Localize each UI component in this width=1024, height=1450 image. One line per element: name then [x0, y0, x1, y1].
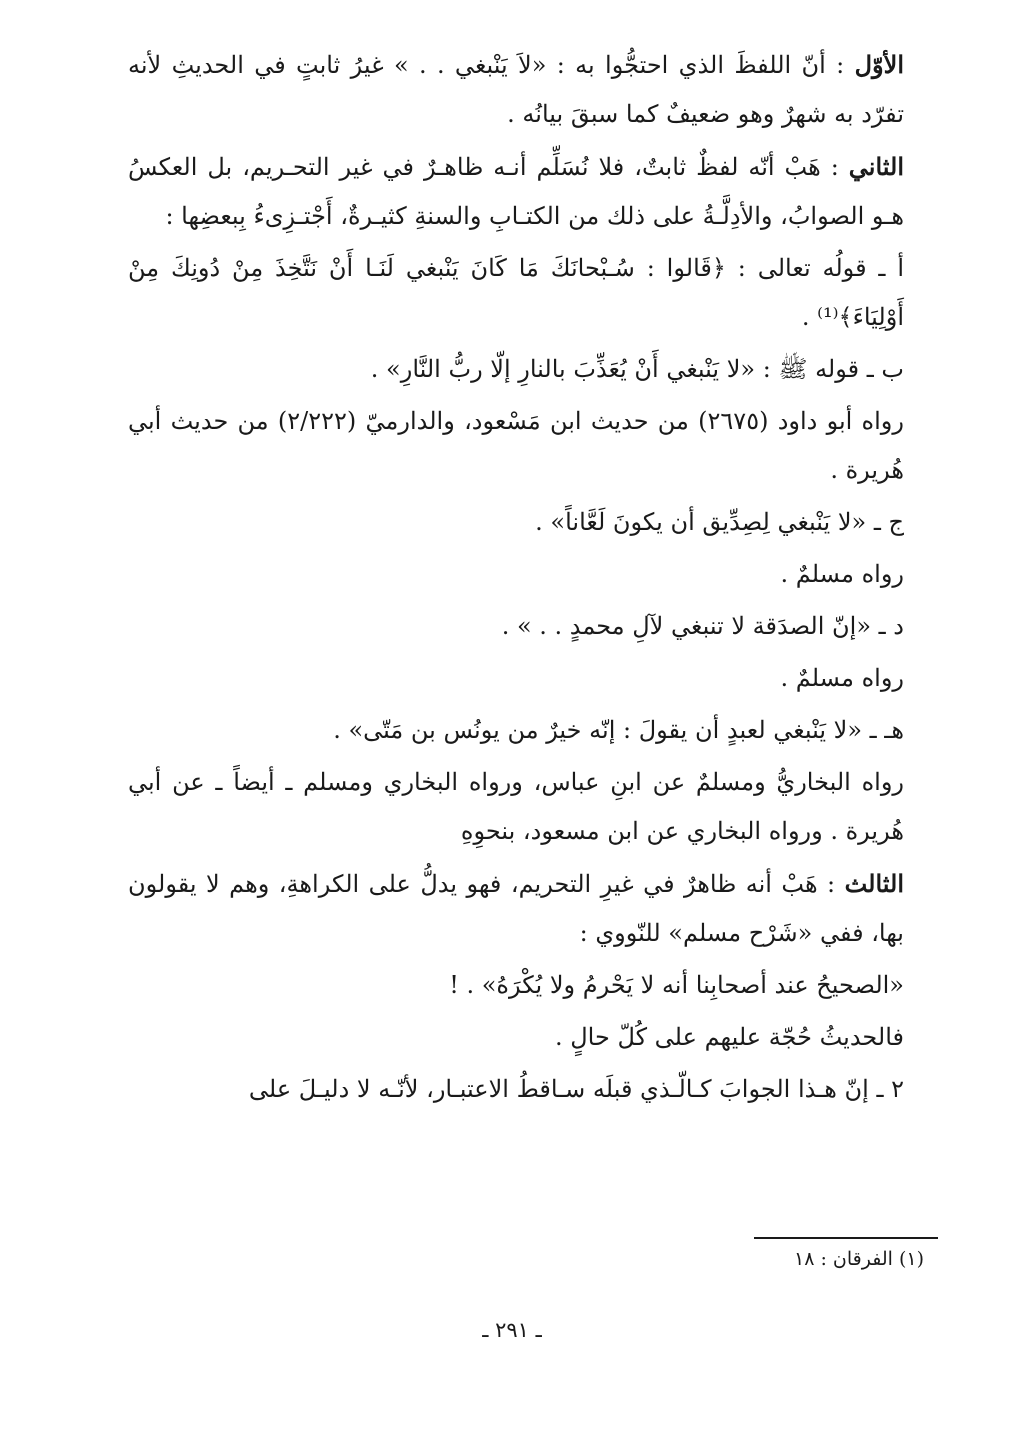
paragraph-second [128, 142, 938, 241]
page-number: ـ ٢٩١ ـ [482, 1318, 542, 1342]
hadith-source: رواه أبو داود (٢٦٧٥) من حديث ابن مَسْعود، والدارميّ (٢/٢٢٢) من حديث أبي هُريرة . [128, 407, 904, 484]
paragraph-label: الثاني [848, 152, 904, 181]
paragraph-label: الثالث [844, 869, 904, 898]
conclusion-line: فالحديثُ حُجّة عليهم على كُلّ حالٍ . [554, 1023, 904, 1051]
hadith-item-c: ج ـ «لا يَنْبغي لِصِدِّيق أن يكونَ لَعَّاناً» . [535, 508, 904, 536]
footnote-divider [754, 1237, 938, 1239]
nawawi-quote: «الصحيحُ عند أصحابِنا أنه لا يَحْرمُ ولا يُكْرَهُ» . ! [449, 971, 904, 999]
paragraph-text: : هَبْ أنه ظاهرٌ في غيرِ التحريم، فهو يدلُّ على الكراهةِ، وهم لا يقولون بها، ففي «شَرْح مسلم» للنّووي : [128, 870, 904, 947]
hadith-source: رواه مسلمٌ . [780, 664, 904, 692]
paragraph-text: : هَبْ أنّه لفظٌ ثابتٌ، فلا نُسَلِّم أنـه ظاهـرٌ في غير التحـريم، بل العكسُ هـو الصوابُ، والأدِلَّـةُ على ذلك من الكتـابِ والسنةِ كثيـرةٌ، أَجْتـزِىءُ بِبعضِها : [128, 153, 904, 230]
footnote: (١) الفرقان : ١٨ [794, 1248, 924, 1270]
hadith-item-h: هـ ـ «لا يَنْبغي لعبدٍ أن يقولَ : إنّه خيرٌ من يونُس بن مَتّى» . [333, 716, 904, 744]
hadith-source: رواه البخاريُّ ومسلمٌ عن ابنِ عباس، ورواه البخاري ومسلم ـ أيضاً ـ عن أبي هُريرة . ورواه البخاري عن ابن مسعود، بنحوِهِ [128, 768, 905, 845]
hadith-item-d: د ـ «إنّ الصدَقة لا تنبغي لآلِ محمدٍ . . » . [501, 612, 904, 640]
main-text [128, 40, 938, 1117]
paragraph-third [128, 859, 938, 958]
hadith-item-b: ب ـ قوله ﷺ : «لا يَنْبغي أَنْ يُعَذِّبَ بالنارِ إلّا ربُّ النَّارِ» . [370, 355, 904, 383]
hadith-source: رواه مسلمٌ . [780, 560, 904, 588]
paragraph-first [128, 40, 938, 139]
paragraph-label: الأوّل [854, 50, 904, 79]
quran-verse-item: أ ـ قولُه تعالى : ﴿قَالوا : سُـبْحانَكَ مَا كَانَ يَنْبغي لَنَـا أَنْ نَتَّخِذَ مِنْ دُونِكَ مِنْ أَوْلِيَاءَ﴾⁽¹⁾ . [128, 254, 904, 331]
paragraph-text: : أنّ اللفظَ الذي احتجُّوا به : «لاَ يَنْبغي . . » غيرُ ثابتٍ في الحديثِ لأنه تفرّد به شهرٌ وهو ضعيفٌ كما سبقَ بيانُه . [128, 51, 904, 128]
paragraph-point-2: ٢ ـ إنّ هـذا الجوابَ كـالّـذي قبلَه سـاقطُ الاعتبـار، لأنّـه لا دليـلَ على [248, 1075, 904, 1103]
